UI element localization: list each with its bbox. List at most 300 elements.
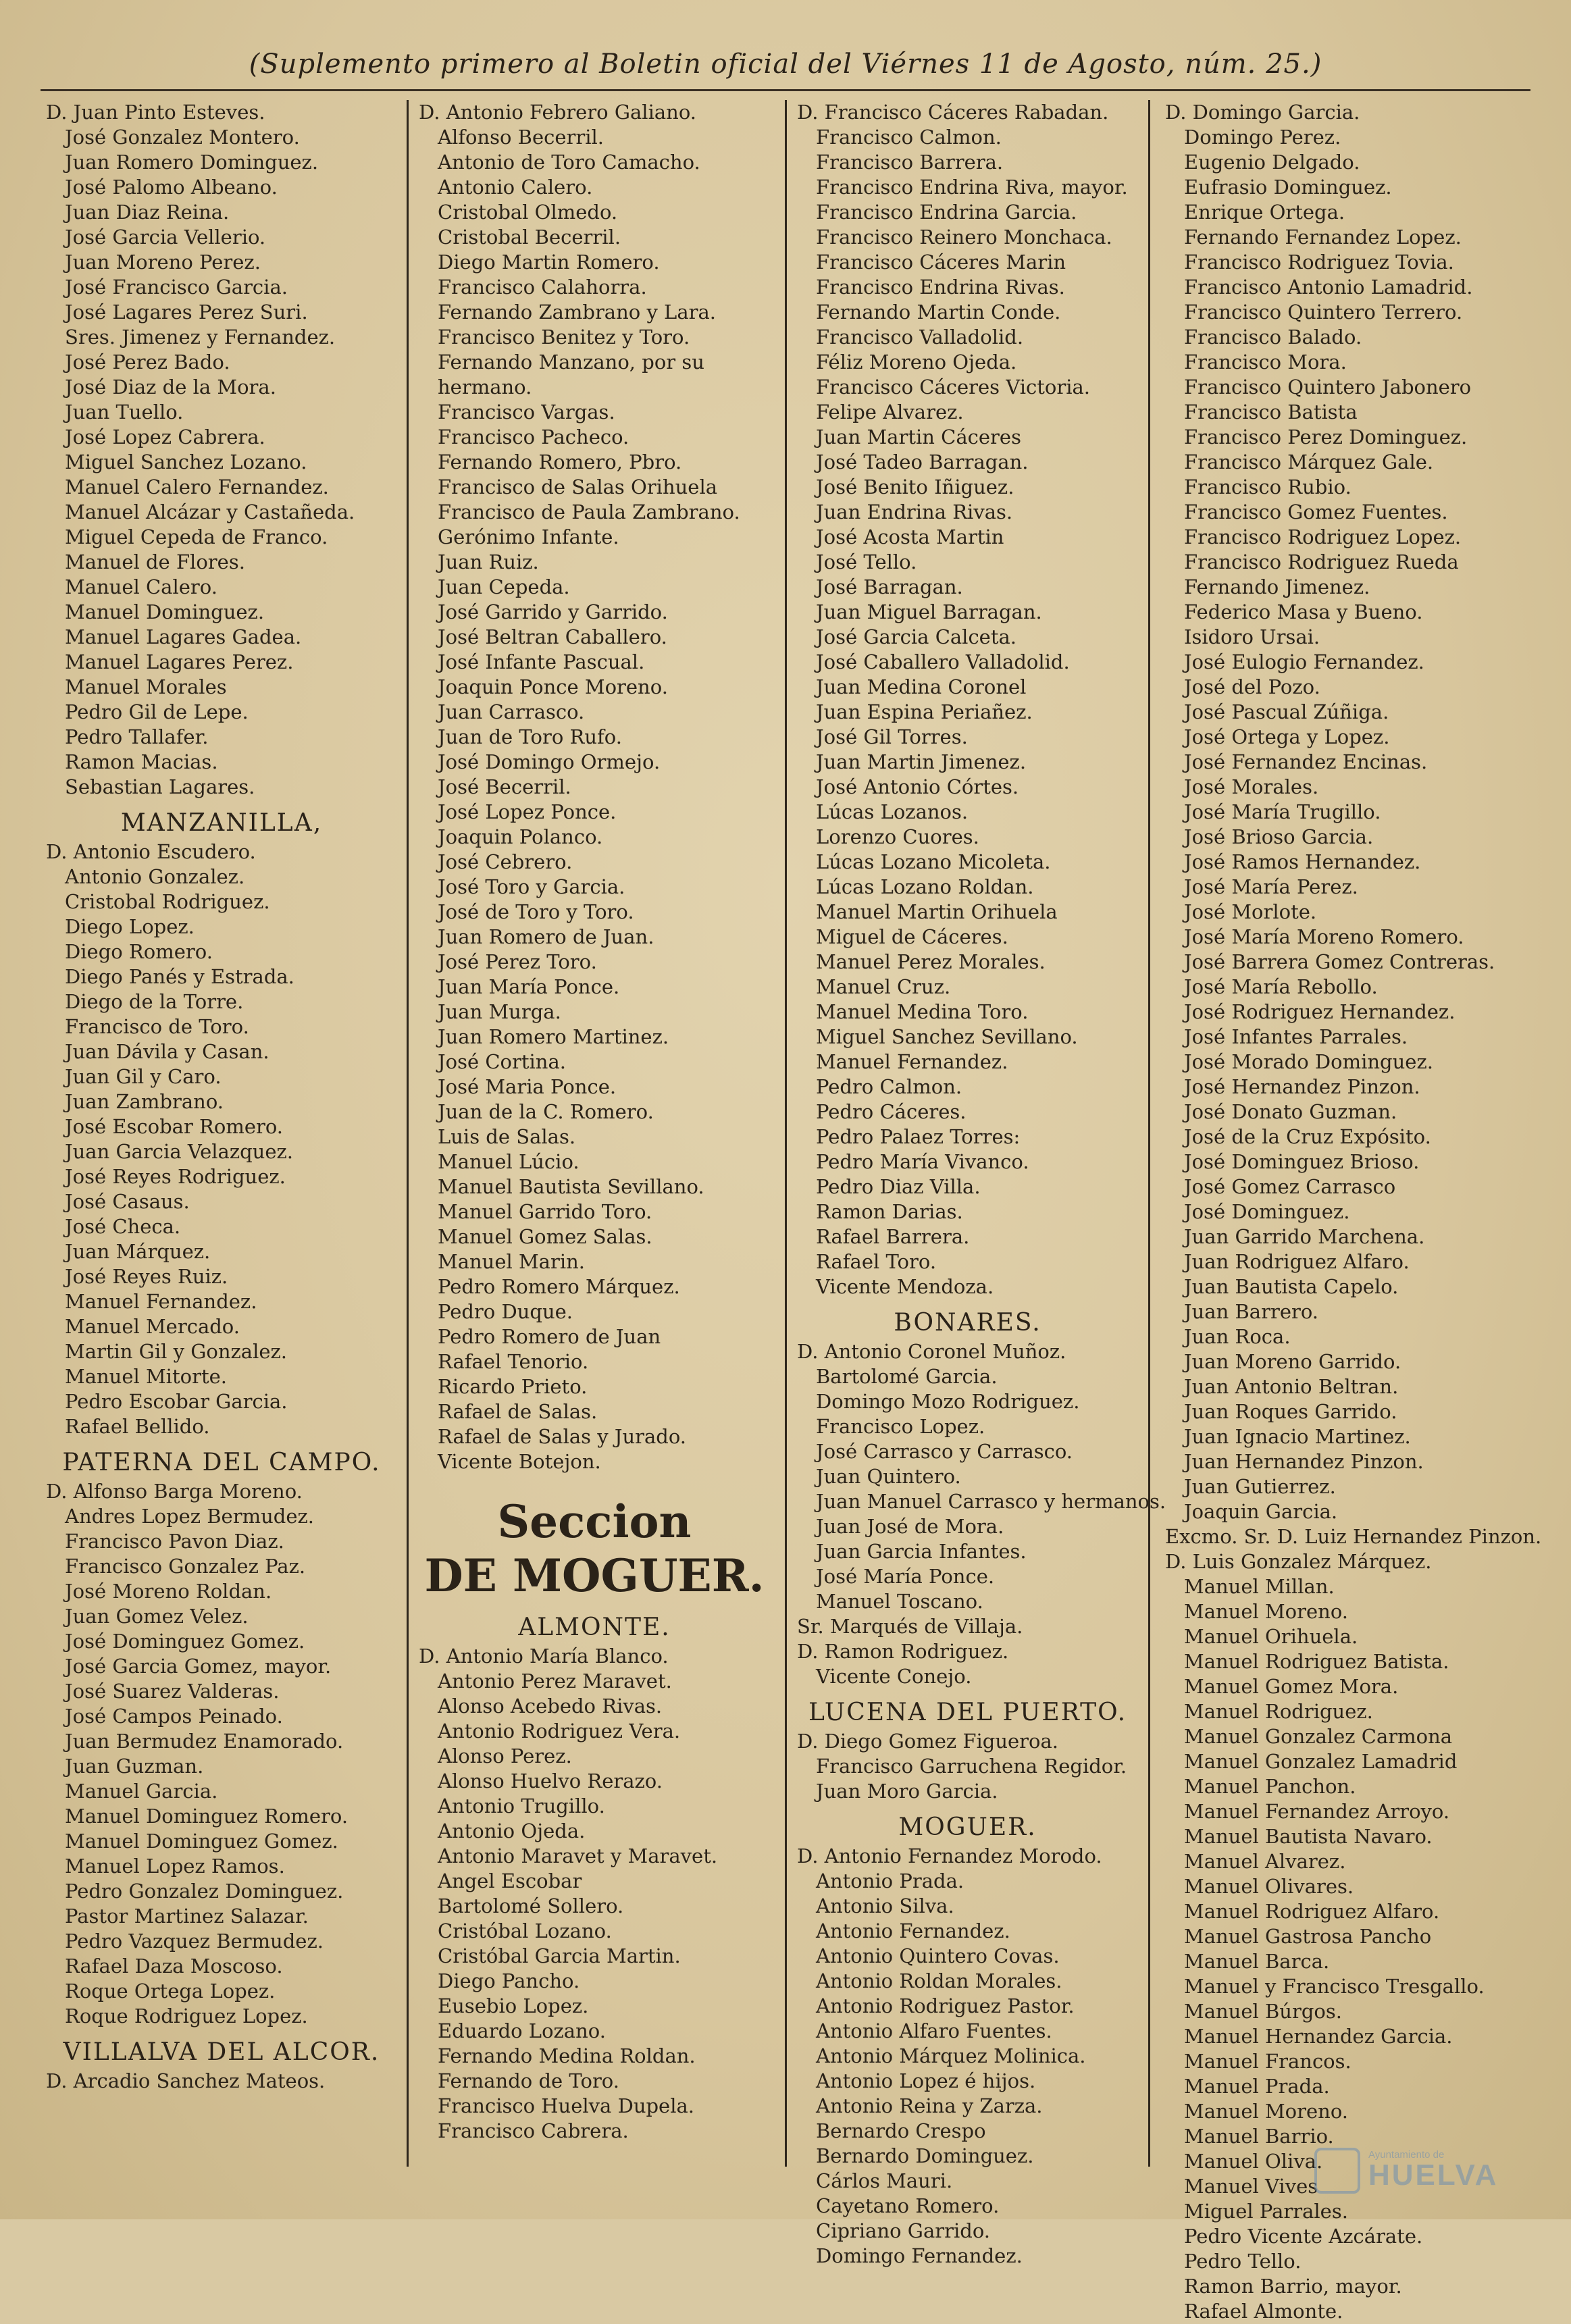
subscriber-name: Cayetano Romero. — [816, 2194, 1000, 2217]
subscriber-name: Manuel Barca. — [1184, 1950, 1330, 1973]
subscriber-name: Manuel Fernandez Arroyo. — [1184, 1800, 1450, 1823]
subscriber-name: Juan Antonio Beltran. — [1184, 1375, 1399, 1398]
subscriber-name: Francisco Quintero Jabonero — [1184, 376, 1472, 398]
subscriber-name: Pedro Escobar Garcia. — [65, 1390, 288, 1413]
subscriber-name: Lúcas Lozano Roldan. — [816, 875, 1034, 898]
subscriber-name: Rafael Bellido. — [65, 1415, 210, 1438]
subscriber-name: Gerónimo Infante. — [438, 525, 619, 548]
subscriber-name: José Caballero Valladolid. — [816, 650, 1070, 673]
subscriber-name: Fernando Medina Roldan. — [438, 2044, 696, 2067]
subscriber-name: Antonio Ojeda. — [438, 1819, 586, 1842]
subscriber-name: José Barragan. — [816, 575, 963, 598]
subscriber-name: José Domingo Ormejo. — [438, 750, 661, 773]
subscriber-name: Manuel Gonzalez Lamadrid — [1184, 1750, 1458, 1773]
subscriber-name: Cristóbal Garcia Martin. — [438, 1944, 681, 1967]
subscriber-name: Diego Romero. — [65, 940, 213, 963]
subscriber-name: Manuel Garcia. — [65, 1780, 218, 1803]
stamp-line-1: Ayuntamiento de — [1368, 2149, 1445, 2161]
subscriber-name: Fernando Romero, Pbro. — [438, 450, 682, 473]
subscriber-name: Francisco Rodriguez Rueda — [1184, 550, 1459, 573]
subscriber-name: José Maria Ponce. — [438, 1075, 617, 1098]
subscriber-name: Antonio Calero. — [438, 176, 593, 199]
subscriber-name: Antonio Fernandez. — [816, 1919, 1010, 1942]
subscriber-name: José Hernandez Pinzon. — [1184, 1075, 1420, 1098]
subscriber-name: Francisco Perez Dominguez. — [1184, 425, 1468, 448]
subscriber-name: Juan Rodriguez Alfaro. — [1184, 1250, 1410, 1273]
subscriber-name: Miguel Cepeda de Franco. — [65, 525, 328, 548]
subscriber-name: Juan Gil y Caro. — [65, 1065, 222, 1088]
subscriber-name: D. Alfonso Barga Moreno. — [46, 1480, 303, 1503]
subscriber-name: D. Antonio Escudero. — [46, 840, 256, 863]
subscriber-name: José Pascual Zúñiga. — [1184, 700, 1389, 723]
subscriber-name: Manuel Moreno. — [1184, 2100, 1349, 2123]
subscriber-name: Francisco Cáceres Victoria. — [816, 376, 1090, 398]
subscriber-name: Antonio Rodriguez Pastor. — [816, 1994, 1075, 2017]
subscriber-name: Domingo Mozo Rodriguez. — [816, 1390, 1080, 1413]
subscriber-name: Sr. Marqués de Villaja. — [797, 1615, 1023, 1638]
column-divider — [1148, 100, 1150, 2167]
subscriber-name: Francisco Valladolid. — [816, 326, 1024, 348]
subscriber-name: José Perez Bado. — [65, 351, 230, 373]
subscriber-name: José Garrido y Garrido. — [438, 600, 668, 623]
subscriber-name: Rafael de Salas. — [438, 1400, 598, 1423]
subscriber-name: Isidoro Ursai. — [1184, 625, 1320, 648]
column-1 — [46, 100, 397, 2173]
subscriber-name: Francisco Rodriguez Tovia. — [1184, 251, 1454, 274]
subscriber-name: José Becerril. — [438, 775, 571, 798]
subscriber-name: Fernando Zambrano y Lara. — [438, 301, 716, 324]
subscriber-name: Pedro Duque. — [438, 1300, 573, 1323]
subscriber-name: Antonio Lopez é hijos. — [816, 2069, 1036, 2092]
subscriber-name: D. Luis Gonzalez Márquez. — [1165, 1550, 1432, 1573]
subscriber-name: José Garcia Calceta. — [816, 625, 1017, 648]
subscriber-name: Juan Moro Garcia. — [816, 1780, 998, 1803]
subscriber-name: Juan Garcia Velazquez. — [65, 1140, 294, 1163]
subscriber-name: Francisco Barrera. — [816, 151, 1004, 174]
subscriber-name: José Moreno Roldan. — [65, 1580, 272, 1603]
subscriber-name: Juan Carrasco. — [438, 700, 585, 723]
subscriber-name: Rafael Barrera. — [816, 1225, 970, 1248]
subscriber-name: José María Ponce. — [816, 1565, 995, 1588]
subscriber-name: Francisco Batista — [1184, 401, 1358, 423]
subscriber-name: Manuel Mitorte. — [65, 1365, 227, 1388]
subscriber-name: José Carrasco y Carrasco. — [816, 1440, 1073, 1463]
subscriber-name: Juan de la C. Romero. — [438, 1100, 654, 1123]
subscriber-name: José Morado Dominguez. — [1184, 1050, 1433, 1073]
town-heading: MOGUER. — [898, 1813, 1037, 1841]
subscriber-name: Juan Ignacio Martinez. — [1184, 1425, 1411, 1448]
subscriber-name: José Cebrero. — [438, 850, 573, 873]
subscriber-name: Eduardo Lozano. — [438, 2019, 606, 2042]
subscriber-name: Juan Murga. — [438, 1000, 561, 1023]
subscriber-name: Diego de la Torre. — [65, 990, 244, 1013]
subscriber-name: Juan Cepeda. — [438, 575, 570, 598]
subscriber-name: José Campos Peinado. — [65, 1705, 283, 1728]
subscriber-name: Manuel Rodriguez. — [1184, 1700, 1373, 1723]
subscriber-name: Francisco de Toro. — [65, 1015, 249, 1038]
subscriber-name: Juan Barrero. — [1184, 1300, 1319, 1323]
subscriber-name: Pedro Romero de Juan — [438, 1325, 661, 1348]
subscriber-name: Domingo Fernandez. — [816, 2244, 1023, 2267]
subscriber-name: Joaquin Polanco. — [438, 825, 603, 848]
subscriber-name: José Beltran Caballero. — [438, 625, 667, 648]
subscriber-name: Pedro Palaez Torres: — [816, 1125, 1021, 1148]
subscriber-name: Juan Gutierrez. — [1184, 1475, 1336, 1498]
column-2 — [419, 100, 770, 2173]
subscriber-name: Manuel Lúcio. — [438, 1150, 580, 1173]
subscriber-name: Juan Roques Garrido. — [1184, 1400, 1397, 1423]
subscriber-name: Juan Romero de Juan. — [438, 925, 654, 948]
subscriber-name: Francisco de Paula Zambrano. — [438, 500, 740, 523]
subscriber-name: Manuel Vives — [1184, 2175, 1318, 2198]
subscriber-name: Bernardo Dominguez. — [816, 2144, 1034, 2167]
subscriber-name: Eusebio Lopez. — [438, 1994, 589, 2017]
subscriber-name: Fernando Martin Conde. — [816, 301, 1061, 324]
subscriber-name: Manuel Gomez Salas. — [438, 1225, 652, 1248]
subscriber-name: Pedro Tello. — [1184, 2250, 1302, 2273]
subscriber-name: Manuel Garrido Toro. — [438, 1200, 652, 1223]
subscriber-name: Antonio Gonzalez. — [65, 865, 245, 888]
subscriber-name: José María Moreno Romero. — [1184, 925, 1464, 948]
subscriber-name: Andres Lopez Bermudez. — [65, 1505, 314, 1528]
subscriber-name: Juan María Ponce. — [438, 975, 620, 998]
subscriber-name: Manuel Oliva. — [1184, 2150, 1323, 2173]
subscriber-name: Manuel Dominguez Gomez. — [65, 1830, 338, 1853]
subscriber-name: Manuel Alcázar y Castañeda. — [65, 500, 355, 523]
subscriber-name: Juan Miguel Barragan. — [816, 600, 1042, 623]
subscriber-name: Francisco Endrina Garcia. — [816, 201, 1077, 224]
subscriber-name: Cristobal Rodriguez. — [65, 890, 270, 913]
subscriber-name: José Infante Pascual. — [438, 650, 645, 673]
subscriber-name: José Benito Iñiguez. — [816, 475, 1014, 498]
subscriber-name: Francisco Benitez y Toro. — [438, 326, 690, 348]
column-divider — [407, 100, 409, 2167]
subscriber-name: Cipriano Garrido. — [816, 2219, 990, 2242]
subscriber-name: José Cortina. — [438, 1050, 566, 1073]
page-header: (Suplemento primero al Boletin oficial del Viérnes 11 de Agosto, núm. 25.) — [249, 49, 1322, 80]
subscriber-name: Manuel Martin Orihuela — [816, 900, 1058, 923]
subscriber-name: José Antonio Córtes. — [816, 775, 1019, 798]
subscriber-name: Francisco de Salas Orihuela — [438, 475, 718, 498]
subscriber-name: Manuel Lopez Ramos. — [65, 1855, 285, 1878]
subscriber-name: José Toro y Garcia. — [438, 875, 625, 898]
subscriber-name: José Reyes Rodriguez. — [65, 1165, 286, 1188]
subscriber-name: Cárlos Mauri. — [816, 2169, 953, 2192]
subscriber-name: José Reyes Ruiz. — [65, 1265, 228, 1288]
subscriber-name: José Acosta Martin — [816, 525, 1004, 548]
subscriber-name: Juan Bautista Capelo. — [1184, 1275, 1399, 1298]
subscriber-name: Luis de Salas. — [438, 1125, 576, 1148]
subscriber-name: Diego Lopez. — [65, 915, 195, 938]
subscriber-name: Pedro Romero Márquez. — [438, 1275, 680, 1298]
subscriber-name: José Casaus. — [65, 1190, 190, 1213]
subscriber-name: Francisco Rodriguez Lopez. — [1184, 525, 1462, 548]
subscriber-name: Ricardo Prieto. — [438, 1375, 588, 1398]
subscriber-name: Pedro Calmon. — [816, 1075, 962, 1098]
subscriber-name: Francisco Márquez Gale. — [1184, 450, 1434, 473]
subscriber-name: Manuel y Francisco Tresgallo. — [1184, 1975, 1485, 1998]
subscriber-name: Miguel Parrales. — [1184, 2200, 1348, 2223]
subscriber-name: Juan Dávila y Casan. — [65, 1040, 269, 1063]
subscriber-name: José María Perez. — [1184, 875, 1358, 898]
subscriber-name: Manuel Dominguez Romero. — [65, 1805, 349, 1828]
subscriber-name: Manuel Rodriguez Alfaro. — [1184, 1900, 1440, 1923]
subscriber-name: Juan Moreno Garrido. — [1184, 1350, 1401, 1373]
town-heading: ALMONTE. — [518, 1613, 671, 1641]
subscriber-name: Fernando Fernandez Lopez. — [1184, 226, 1462, 249]
subscriber-name: José Fernandez Encinas. — [1184, 750, 1428, 773]
subscriber-name: D. Juan Pinto Esteves. — [46, 101, 265, 124]
subscriber-name: Federico Masa y Bueno. — [1184, 600, 1423, 623]
subscriber-name: Manuel Calero. — [65, 575, 217, 598]
subscriber-name: D. Antonio Febrero Galiano. — [419, 101, 696, 124]
subscriber-name: Juan Guzman. — [65, 1755, 204, 1778]
subscriber-name: Joaquin Garcia. — [1184, 1500, 1338, 1523]
subscriber-name: Francisco Garruchena Regidor. — [816, 1755, 1127, 1778]
subscriber-name: Fernando Jimenez. — [1184, 575, 1370, 598]
subscriber-name: José Perez Toro. — [438, 950, 597, 973]
subscriber-name: José Garcia Vellerio. — [65, 226, 266, 249]
subscriber-name: Antonio Trugillo. — [438, 1794, 605, 1817]
subscriber-name: Manuel Toscano. — [816, 1590, 983, 1613]
subscriber-name: Manuel Barrio. — [1184, 2125, 1334, 2148]
subscriber-name: Antonio de Toro Camacho. — [438, 151, 700, 174]
subscriber-name: Francisco Cabrera. — [438, 2119, 629, 2142]
subscriber-name: Eugenio Delgado. — [1184, 151, 1360, 174]
subscriber-name: D. Antonio María Blanco. — [419, 1645, 669, 1668]
subscriber-name: Diego Martin Romero. — [438, 251, 660, 274]
subscriber-name: Manuel Prada. — [1184, 2075, 1330, 2098]
subscriber-name: Manuel Francos. — [1184, 2050, 1351, 2073]
subscriber-name: Enrique Ortega. — [1184, 201, 1345, 224]
subscriber-name: Francisco Pavon Diaz. — [65, 1530, 284, 1553]
subscriber-name: Manuel Olivares. — [1184, 1875, 1354, 1898]
subscriber-name: Pedro Cáceres. — [816, 1100, 967, 1123]
subscriber-name: Francisco Calahorra. — [438, 276, 647, 299]
subscriber-name: Felipe Alvarez. — [816, 401, 964, 423]
subscriber-name: Juan Diaz Reina. — [65, 201, 230, 224]
subscriber-name: José Gonzalez Montero. — [65, 126, 300, 149]
subscriber-name: Martin Gil y Gonzalez. — [65, 1340, 288, 1363]
subscriber-name: D. Francisco Cáceres Rabadan. — [797, 101, 1109, 124]
subscriber-name: Cristobal Olmedo. — [438, 201, 618, 224]
subscriber-name: D. Domingo Garcia. — [1165, 101, 1360, 124]
subscriber-name: Angel Escobar — [438, 1869, 582, 1892]
subscriber-name: José Ramos Hernandez. — [1184, 850, 1421, 873]
subscriber-name: hermano. — [438, 376, 532, 398]
subscriber-name: Pedro María Vivanco. — [816, 1150, 1029, 1173]
subscriber-name: Juan Quintero. — [816, 1465, 961, 1488]
subscriber-name: Antonio Prada. — [816, 1869, 964, 1892]
subscriber-name: José Lopez Ponce. — [438, 800, 617, 823]
subscriber-name: Eufrasio Dominguez. — [1184, 176, 1392, 199]
subscriber-name: Manuel Orihuela. — [1184, 1625, 1358, 1648]
subscriber-name: José Lagares Perez Suri. — [65, 301, 308, 324]
subscriber-name: Antonio Márquez Molinica. — [816, 2044, 1086, 2067]
subscriber-name: Juan Medina Coronel — [816, 675, 1027, 698]
subscriber-name: Sebastian Lagares. — [65, 775, 255, 798]
subscriber-name: Juan Bermudez Enamorado. — [65, 1730, 344, 1753]
subscriber-name: José de Toro y Toro. — [438, 900, 634, 923]
subscriber-name: Antonio Silva. — [816, 1894, 954, 1917]
subscriber-name: Pedro Vicente Azcárate. — [1184, 2225, 1423, 2248]
subscriber-name: Pastor Martinez Salazar. — [65, 1905, 309, 1928]
subscriber-name: José Eulogio Fernandez. — [1184, 650, 1424, 673]
subscriber-name: Alonso Acebedo Rivas. — [438, 1695, 663, 1718]
subscriber-name: Fernando de Toro. — [438, 2069, 619, 2092]
subscriber-name: Juan Tuello. — [65, 401, 184, 423]
subscriber-name: Juan Martin Cáceres — [816, 425, 1021, 448]
subscriber-name: Rafael de Salas y Jurado. — [438, 1425, 687, 1448]
subscriber-name: Manuel Fernandez. — [816, 1050, 1008, 1073]
column-divider — [785, 100, 787, 2167]
subscriber-name: Ramon Macias. — [65, 750, 218, 773]
subscriber-name: D. Antonio Fernandez Morodo. — [797, 1844, 1102, 1867]
subscriber-name: Alonso Huelvo Rerazo. — [438, 1770, 663, 1792]
subscriber-name: Cristobal Becerril. — [438, 226, 621, 249]
subscriber-name: Francisco Gonzalez Paz. — [65, 1555, 306, 1578]
subscriber-name: Antonio Perez Maravet. — [438, 1670, 672, 1693]
subscriber-name: Bartolomé Sollero. — [438, 1894, 624, 1917]
town-heading: MANZANILLA, — [120, 809, 323, 837]
subscriber-name: Manuel Millan. — [1184, 1575, 1335, 1598]
section-title: Seccion — [497, 1495, 692, 1548]
archive-logo-icon — [1314, 2148, 1360, 2194]
subscriber-name: Pedro Gil de Lepe. — [65, 700, 249, 723]
subscriber-name: Francisco Quintero Terrero. — [1184, 301, 1463, 324]
subscriber-name: Manuel Lagares Gadea. — [65, 625, 302, 648]
subscriber-name: Rafael Toro. — [816, 1250, 937, 1273]
subscriber-name: José Tello. — [816, 550, 917, 573]
subscriber-name: Juan Romero Dominguez. — [65, 151, 319, 174]
subscriber-name: Juan Gomez Velez. — [65, 1605, 249, 1628]
subscriber-name: Francisco Huelva Dupela. — [438, 2094, 695, 2117]
subscriber-name: D. Diego Gomez Figueroa. — [797, 1730, 1058, 1753]
subscriber-name: Manuel Morales — [65, 675, 227, 698]
subscriber-name: Manuel Calero Fernandez. — [65, 475, 329, 498]
subscriber-name: Fernando Manzano, por su — [438, 351, 704, 373]
subscriber-name: José Morales. — [1184, 775, 1319, 798]
section-subtitle: DE MOGUER. — [424, 1549, 765, 1602]
subscriber-name: Francisco Endrina Rivas. — [816, 276, 1065, 299]
town-heading: LUCENA DEL PUERTO. — [808, 1699, 1127, 1726]
subscriber-name: Francisco Antonio Lamadrid. — [1184, 276, 1473, 299]
subscriber-name: Manuel Medina Toro. — [816, 1000, 1029, 1023]
subscriber-name: Ramon Barrio, mayor. — [1184, 2275, 1402, 2298]
subscriber-name: José Suarez Valderas. — [65, 1680, 280, 1703]
subscriber-name: Francisco Rubio. — [1184, 475, 1351, 498]
subscriber-name: Manuel Bautista Sevillano. — [438, 1175, 704, 1198]
subscriber-name: Juan Moreno Perez. — [65, 251, 261, 274]
subscriber-name: Juan Romero Martinez. — [438, 1025, 669, 1048]
subscriber-name: José Checa. — [65, 1215, 181, 1238]
subscriber-name: Miguel Sanchez Lozano. — [65, 450, 307, 473]
subscriber-name: D. Antonio Coronel Muñoz. — [797, 1340, 1066, 1363]
subscriber-name: Manuel Lagares Perez. — [65, 650, 294, 673]
subscriber-name: Juan Martin Jimenez. — [816, 750, 1027, 773]
subscriber-name: Rafael Almonte. — [1184, 2300, 1343, 2323]
subscriber-name: Diego Panés y Estrada. — [65, 965, 294, 988]
subscriber-name: Manuel Fernandez. — [65, 1290, 257, 1313]
subscriber-name: José Lopez Cabrera. — [65, 425, 265, 448]
subscriber-name: José Ortega y Lopez. — [1184, 725, 1390, 748]
subscriber-name: Miguel de Cáceres. — [816, 925, 1008, 948]
subscriber-name: José del Pozo. — [1184, 675, 1320, 698]
subscriber-name: Francisco Mora. — [1184, 351, 1347, 373]
subscriber-name: Antonio Quintero Covas. — [816, 1944, 1060, 1967]
subscriber-name: Juan José de Mora. — [816, 1515, 1004, 1538]
subscriber-name: Francisco Calmon. — [816, 126, 1002, 149]
subscriber-name: José Rodriguez Hernandez. — [1184, 1000, 1456, 1023]
subscriber-name: Juan Manuel Carrasco y hermanos. — [816, 1490, 1166, 1513]
subscriber-name: Lúcas Lozano Micoleta. — [816, 850, 1051, 873]
subscriber-name: Juan Endrina Rivas. — [816, 500, 1013, 523]
subscriber-name: D. Ramon Rodriguez. — [797, 1640, 1009, 1663]
subscriber-name: Antonio Maravet y Maravet. — [438, 1844, 718, 1867]
subscriber-name: José Palomo Albeano. — [65, 176, 278, 199]
town-heading: PATERNA DEL CAMPO. — [62, 1449, 381, 1476]
subscriber-name: José Donato Guzman. — [1184, 1100, 1397, 1123]
subscriber-name: Roque Rodriguez Lopez. — [65, 2005, 308, 2028]
subscriber-name: José Francisco Garcia. — [65, 276, 288, 299]
subscriber-name: Juan Zambrano. — [65, 1090, 224, 1113]
subscriber-name: José María Trugillo. — [1184, 800, 1381, 823]
subscriber-name: Manuel Dominguez. — [65, 600, 265, 623]
subscriber-name: Cristóbal Lozano. — [438, 1919, 612, 1942]
subscriber-name: Domingo Perez. — [1184, 126, 1341, 149]
subscriber-name: Pedro Tallafer. — [65, 725, 209, 748]
header-rule — [41, 89, 1530, 91]
subscriber-name: Manuel Moreno. — [1184, 1600, 1349, 1623]
subscriber-name: Manuel Perez Morales. — [816, 950, 1046, 973]
subscriber-name: Antonio Reina y Zarza. — [816, 2094, 1043, 2117]
subscriber-name: José María Rebollo. — [1184, 975, 1378, 998]
subscriber-name: Vicente Mendoza. — [816, 1275, 994, 1298]
subscriber-name: Rafael Daza Moscoso. — [65, 1955, 283, 1978]
subscriber-name: Manuel Rodriguez Batista. — [1184, 1650, 1449, 1673]
subscriber-name: Manuel Panchon. — [1184, 1775, 1356, 1798]
subscriber-name: Rafael Tenorio. — [438, 1350, 589, 1373]
subscriber-name: Manuel Hernandez Garcia. — [1184, 2025, 1453, 2048]
subscriber-name: Pedro Gonzalez Dominguez. — [65, 1880, 344, 1903]
subscriber-name: Manuel Bautista Navaro. — [1184, 1825, 1433, 1848]
subscriber-name: Bernardo Crespo — [816, 2119, 986, 2142]
subscriber-name: Manuel de Flores. — [65, 550, 245, 573]
subscriber-name: Francisco Cáceres Marin — [816, 251, 1066, 274]
subscriber-name: José Barrera Gomez Contreras. — [1184, 950, 1495, 973]
subscriber-name: Manuel Gastrosa Pancho — [1184, 1925, 1432, 1948]
subscriber-name: José Dominguez Gomez. — [65, 1630, 305, 1653]
subscriber-name: Francisco Lopez. — [816, 1415, 985, 1438]
subscriber-name: Alonso Perez. — [438, 1745, 572, 1767]
archive-stamp — [1314, 2145, 1524, 2192]
subscriber-name: Juan Hernandez Pinzon. — [1184, 1450, 1424, 1473]
subscriber-name: Francisco Vargas. — [438, 401, 615, 423]
subscriber-name: José Dominguez Brioso. — [1184, 1150, 1420, 1173]
subscriber-name: Joaquin Ponce Moreno. — [438, 675, 668, 698]
subscriber-name: Antonio Rodriguez Vera. — [438, 1720, 681, 1742]
subscriber-name: José Gomez Carrasco — [1184, 1175, 1396, 1198]
subscriber-name: Sres. Jimenez y Fernandez. — [65, 326, 336, 348]
subscriber-name: Manuel Gonzalez Carmona — [1184, 1725, 1453, 1748]
subscriber-name: Bartolomé Garcia. — [816, 1365, 998, 1388]
town-heading: VILLALVA DEL ALCOR. — [63, 2038, 380, 2066]
subscriber-name: José Gil Torres. — [816, 725, 968, 748]
subscriber-name: José Tadeo Barragan. — [816, 450, 1029, 473]
subscriber-name: Vicente Botejon. — [438, 1450, 601, 1473]
subscriber-name: Juan Roca. — [1184, 1325, 1291, 1348]
subscriber-name: Féliz Moreno Ojeda. — [816, 351, 1017, 373]
